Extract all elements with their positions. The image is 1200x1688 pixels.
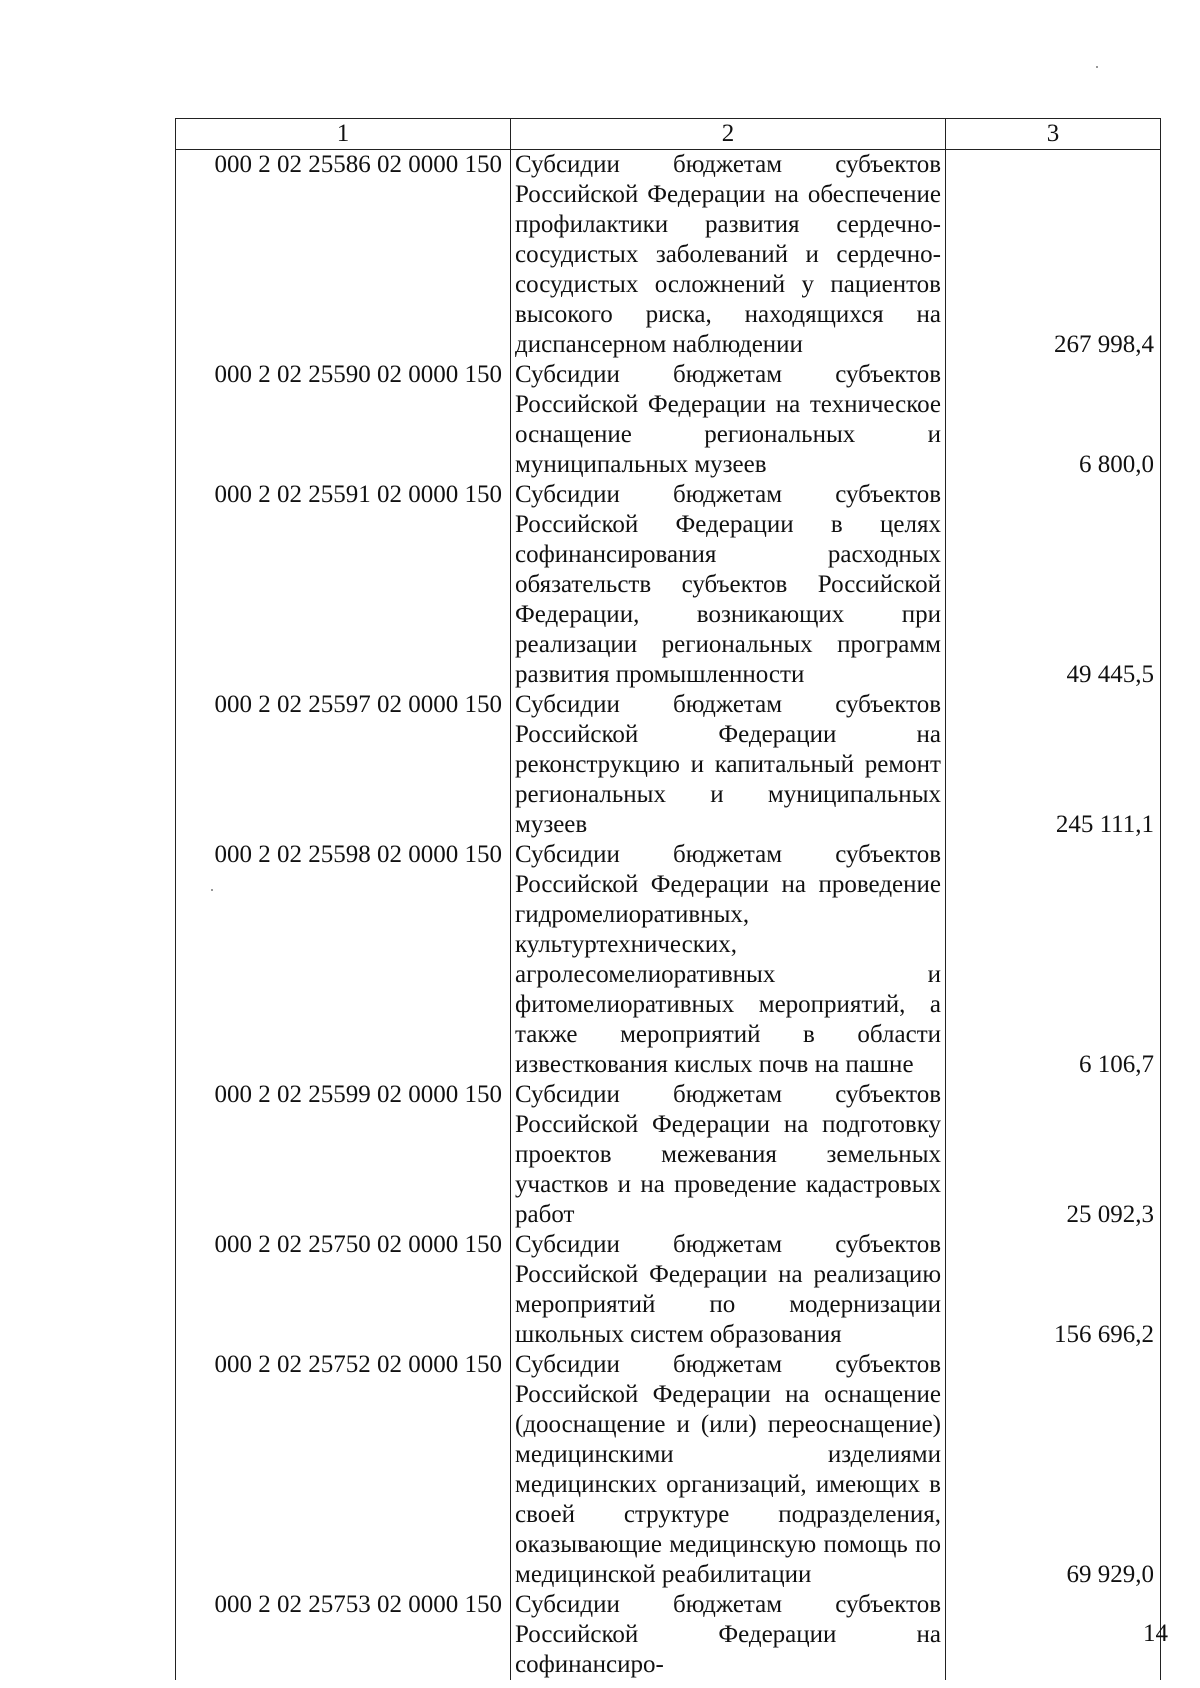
- header-row: [176, 119, 1161, 150]
- row-amount: 245 111,1: [946, 690, 1161, 840]
- table-row: [176, 150, 1161, 361]
- scan-speck: [211, 889, 213, 891]
- budget-code: 000 2 02 25753 02 0000 150: [176, 1590, 511, 1680]
- budget-code: 000 2 02 25591 02 0000 150: [176, 480, 511, 690]
- row-amount: [946, 1590, 1161, 1680]
- row-amount: 156 696,2: [946, 1230, 1161, 1350]
- budget-table: [175, 118, 1161, 1680]
- row-description: Субсидии бюджетам субъектов Российской Федерации на оснащение (дооснащение и (или) переоснащение) медицинскими изделиями медицинских организаций, имеющих в своей структуре подразделения, оказывающие медицинскую помощь по медицинской реабилитации: [511, 1350, 946, 1590]
- column-header-amount: 3: [946, 119, 1161, 150]
- row-description: Субсидии бюджетам субъектов Российской Федерации на техническое оснащение региональных и муниципальных музеев: [511, 360, 946, 480]
- row-description: Субсидии бюджетам субъектов Российской Федерации на софинансиро-: [511, 1590, 946, 1680]
- row-description: Субсидии бюджетам субъектов Российской Федерации на реконструкцию и капитальный ремонт региональных и муниципальных музеев: [511, 690, 946, 840]
- table-row: [176, 1230, 1161, 1350]
- table-row: [176, 690, 1161, 840]
- table-row: [176, 360, 1161, 480]
- row-amount: 267 998,4: [946, 150, 1161, 361]
- row-amount: 6 800,0: [946, 360, 1161, 480]
- row-description: Субсидии бюджетам субъектов Российской Федерации на проведение гидромелиоративных, культуртехнических, агролесомелиоративных и фитомелиоративных мероприятий, а также мероприятий в области известкования кислых почв на пашне: [511, 840, 946, 1080]
- row-amount: 69 929,0: [946, 1350, 1161, 1590]
- row-amount: 25 092,3: [946, 1080, 1161, 1230]
- table-row: [176, 480, 1161, 690]
- table-row: [176, 840, 1161, 1080]
- table-header: [176, 119, 1161, 150]
- row-description: Субсидии бюджетам субъектов Российской Федерации на реализацию мероприятий по модернизации школьных систем образования: [511, 1230, 946, 1350]
- table-row: [176, 1350, 1161, 1590]
- row-description: Субсидии бюджетам субъектов Российской Федерации в целях софинансирования расходных обязательств субъектов Российской Федерации, возникающих при реализации региональных программ развития промышленности: [511, 480, 946, 690]
- scan-speck: [1096, 66, 1098, 68]
- page-number: 14: [1143, 1620, 1168, 1647]
- row-description: Субсидии бюджетам субъектов Российской Федерации на подготовку проектов межевания земельных участков и на проведение кадастровых работ: [511, 1080, 946, 1230]
- budget-code: 000 2 02 25750 02 0000 150: [176, 1230, 511, 1350]
- budget-code: 000 2 02 25590 02 0000 150: [176, 360, 511, 480]
- column-header-code: 1: [176, 119, 511, 150]
- table-body: [176, 150, 1161, 1681]
- row-amount: 6 106,7: [946, 840, 1161, 1080]
- budget-code: 000 2 02 25752 02 0000 150: [176, 1350, 511, 1590]
- row-description: Субсидии бюджетам субъектов Российской Федерации на обеспечение профилактики развития сердечно-сосудистых заболеваний и сердечно-сосудистых осложнений у пациентов высокого риска, находящихся на диспансерном наблюдении: [511, 150, 946, 361]
- budget-code: 000 2 02 25597 02 0000 150: [176, 690, 511, 840]
- table-row: [176, 1590, 1161, 1680]
- row-amount: 49 445,5: [946, 480, 1161, 690]
- budget-code: 000 2 02 25598 02 0000 150: [176, 840, 511, 1080]
- table-row: [176, 1080, 1161, 1230]
- column-header-description: 2: [511, 119, 946, 150]
- budget-code: 000 2 02 25599 02 0000 150: [176, 1080, 511, 1230]
- budget-code: 000 2 02 25586 02 0000 150: [176, 150, 511, 361]
